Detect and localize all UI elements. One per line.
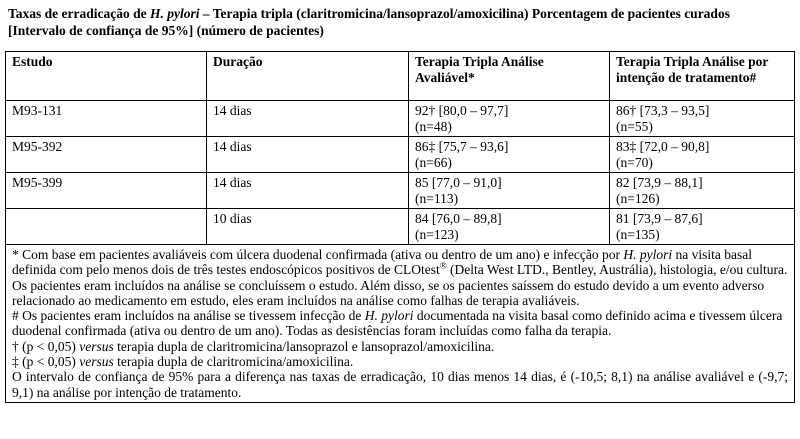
count: (n=113) — [415, 191, 459, 206]
title-italic-text: H. pylori — [150, 6, 200, 21]
value: 86‡ [75,7 – 93,6] — [415, 139, 509, 154]
footnote-itt — [12, 308, 788, 339]
cell-itt — [610, 209, 795, 245]
cell-study — [6, 209, 207, 245]
cell-study: M95-399 — [6, 173, 207, 209]
eradication-table — [5, 51, 795, 403]
value: 81 [73,9 – 87,6] — [616, 211, 703, 226]
note-text: # Os pacientes eram incluídos na análise se tivessem infecção de — [12, 308, 365, 324]
footnote-double-dagger — [12, 354, 788, 369]
table-row — [6, 209, 795, 245]
value: 85 [77,0 – 91,0] — [415, 175, 502, 190]
value: 86† [73,3 – 93,5] — [616, 103, 710, 118]
count: (n=123) — [415, 227, 459, 242]
header-evaluable: Terapia Tripla Análise Avaliável* — [409, 52, 610, 101]
note-text: documentada na visita basal como definido acima e tivessem úlcera duodenal confirmada (ativa ou dentro de um ano). Todas as desistências foram incluídas como falha da terapia. — [12, 308, 783, 339]
note-italic: versus — [79, 354, 114, 370]
footnote-confidence-interval: O intervalo de confiança de 95% para a diferença nas taxas de erradicação, 10 dias menos 14 dias, é (-10,5; 8,1) na análise avaliável e (-9,7; 9,1) na análise por intenção de tratamento. — [12, 369, 788, 400]
note-text: terapia dupla de claritromicina/lansoprazol e lansoprazol/amoxicilina. — [113, 338, 495, 354]
table-row — [6, 101, 795, 137]
registered-mark: ® — [439, 260, 447, 271]
cell-duration: 14 dias — [207, 137, 409, 173]
cell-evaluable — [409, 137, 610, 173]
cell-evaluable — [409, 173, 610, 209]
cell-study: M95-392 — [6, 137, 207, 173]
note-italic: versus — [79, 338, 114, 354]
title-text: Taxas de erradicação de — [8, 6, 150, 21]
count: (n=55) — [616, 119, 653, 134]
note-text: terapia dupla de claritromicina/amoxicilina. — [113, 354, 354, 370]
table-header-row — [6, 52, 795, 101]
cell-evaluable — [409, 101, 610, 137]
cell-itt — [610, 173, 795, 209]
note-italic: H. pylori — [364, 308, 414, 324]
notes-row — [6, 245, 795, 403]
header-study: Estudo — [6, 52, 207, 101]
header-duration: Duração — [207, 52, 409, 101]
count: (n=66) — [415, 155, 452, 170]
value: 84 [76,0 – 89,8] — [415, 211, 502, 226]
table-row — [6, 137, 795, 173]
value: 92† [80,0 – 97,7] — [415, 103, 509, 118]
count: (n=48) — [415, 119, 452, 134]
cell-itt — [610, 101, 795, 137]
note-text: (Delta West LTD., Bentley, Austrália), histologia, e/ou cultura. Os pacientes eram incluídos na análise se concluíssem o estudo. Além disso, se os pacientes saíssem do estudo devido a um evento adverso relacionado ao medicamento em estudo, eles eram incluídos na análise como falhas de terapia avaliáveis. — [12, 262, 788, 308]
value: 83‡ [72,0 – 90,8] — [616, 139, 710, 154]
title-text-cont: – Terapia tripla (claritromicina/lansoprazol/amoxicilina) Porcentagem de pacientes curados [Intervalo de confiança de 95%] (número de pacientes) — [8, 6, 730, 38]
cell-duration: 14 dias — [207, 173, 409, 209]
value: 82 [73,9 – 88,1] — [616, 175, 703, 190]
footnote-dagger — [12, 339, 788, 354]
count: (n=126) — [616, 191, 660, 206]
footnotes — [6, 245, 795, 403]
note-text: ‡ (p < 0,05) — [12, 354, 80, 370]
note-text: † (p < 0,05) — [12, 338, 80, 354]
note-italic: H. pylori — [623, 247, 673, 262]
cell-evaluable — [409, 209, 610, 245]
cell-duration: 10 dias — [207, 209, 409, 245]
note-text: na visita basal definida com pelo menos dois de três testes endoscópicos positivos de CLOtest — [12, 247, 752, 278]
table-title — [8, 5, 788, 39]
header-itt: Terapia Tripla Análise por intenção de tratamento# — [610, 52, 795, 101]
count: (n=135) — [616, 227, 660, 242]
footnote-evaluable — [12, 247, 788, 308]
count: (n=70) — [616, 155, 653, 170]
cell-study: M93-131 — [6, 101, 207, 137]
note-text: * Com base em pacientes avaliáveis com úlcera duodenal confirmada (ativa ou dentro de um ano) e infecção por — [12, 247, 624, 262]
cell-duration: 14 dias — [207, 101, 409, 137]
table-row — [6, 173, 795, 209]
cell-itt — [610, 137, 795, 173]
